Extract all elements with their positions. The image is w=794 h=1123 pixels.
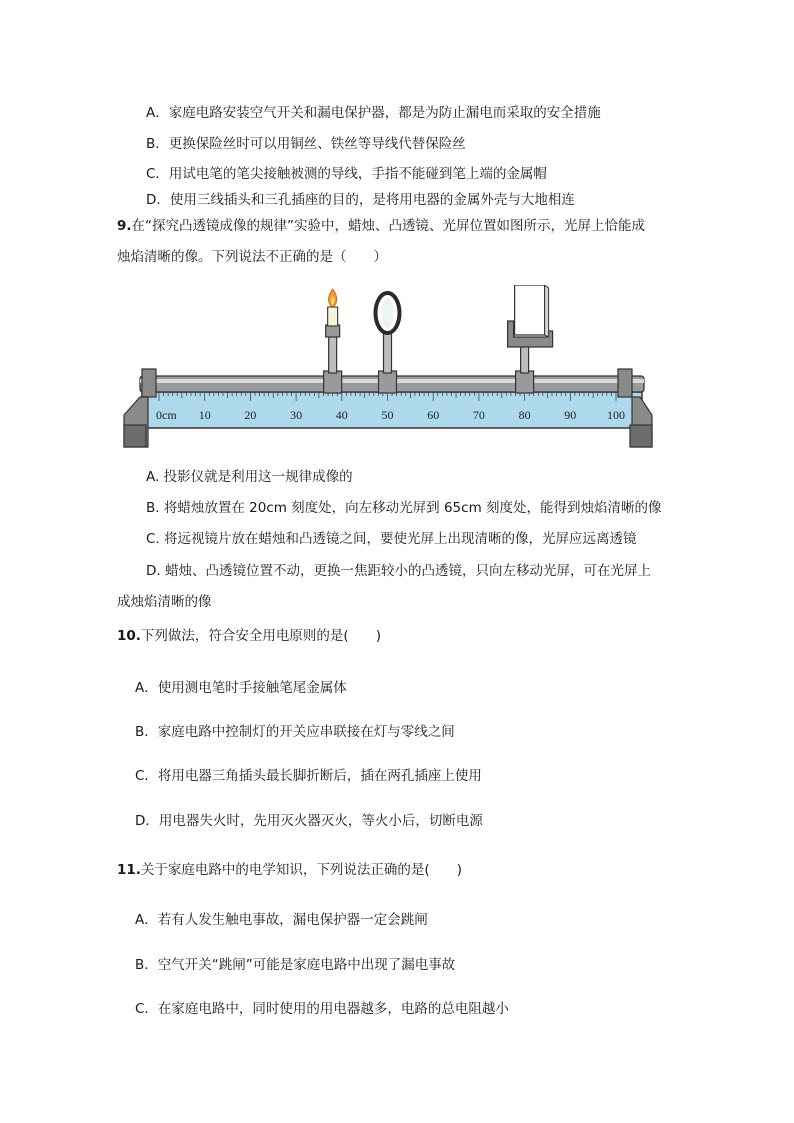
- q9-number: 9.: [117, 218, 132, 234]
- q9-option-c: C. 将远视镜片放在蜡烛和凸透镜之间，要使光屏上出现清晰的像，光屏应远离透镜: [146, 531, 637, 547]
- candle-slider: [324, 371, 342, 393]
- lens-post: [384, 333, 392, 373]
- q11-option-a: A．若有人发生触电事故，漏电保护器一定会跳闸: [135, 912, 428, 928]
- ruler-label-0: 0cm: [156, 408, 177, 422]
- q11-option-c: C．在家庭电路中，同时使用的用电器越多，电路的总电阻越小: [135, 1001, 509, 1017]
- q10-option-a: A．使用测电笔时手接触笔尾金属体: [135, 680, 347, 696]
- q10-option-d: D．用电器失火时，先用灭火器灭火，等火小后，切断电源: [135, 813, 483, 829]
- q11-option-b: B．空气开关“跳闸”可能是家庭电路中出现了漏电事故: [135, 957, 456, 973]
- q10-option-b: B．家庭电路中控制灯的开关应串联接在灯与零线之间: [135, 724, 455, 740]
- lens-assembly: [376, 293, 400, 393]
- ruler-label-60: 60: [427, 408, 440, 422]
- q8-option-b: B．更换保险丝时可以用铜丝、铁丝等导线代替保险丝: [146, 136, 466, 152]
- ruler-label-30: 30: [290, 408, 303, 422]
- q8-option-a: A．家庭电路安装空气开关和漏电保护器，都是为防止漏电而采取的安全措施: [146, 105, 601, 121]
- q10-option-c: C．将用电器三角插头最长脚折断后，插在两孔插座上使用: [135, 768, 482, 784]
- ruler-label-70: 70: [472, 408, 485, 422]
- screen-slider: [516, 371, 534, 393]
- q11-number: 11.: [117, 862, 141, 878]
- q9-option-d: D. 蜡烛、凸透镜位置不动，更换一焦距较小的凸透镜，只向左移动光屏，可在光屏上: [146, 563, 651, 579]
- q11-stem: [117, 860, 462, 880]
- q10-stem: [117, 626, 381, 646]
- candle-assembly: [324, 289, 342, 393]
- ruler-label-80: 80: [518, 408, 531, 422]
- optical-bench-figure: [118, 285, 658, 450]
- ruler-label-10: 10: [198, 408, 211, 422]
- ruler-label-100: 100: [607, 408, 625, 422]
- q9-stem-text: 在“探究凸透镜成像的规律”实验中，蜡烛、凸透镜、光屏位置如图所示，光屏上恰能成: [131, 218, 646, 234]
- ruler-label-40: 40: [335, 408, 348, 422]
- candle-body: [328, 307, 338, 326]
- ruler-label-20: 20: [244, 408, 257, 422]
- lens-slider: [379, 371, 397, 393]
- q10-stem-text: 下列做法，符合安全用电原则的是( ): [140, 628, 381, 644]
- q9-option-d-continued: 成烛焰清晰的像: [117, 594, 212, 610]
- q9-option-b: B. 将蜡烛放置在 20cm 刻度处，向左移动光屏到 65cm 刻度处，能得到烛焰清晰的像: [146, 500, 662, 516]
- ruler-label-90: 90: [564, 408, 577, 422]
- light-screen: [515, 285, 545, 335]
- ruler-label-50: 50: [381, 408, 394, 422]
- q9-stem-line2: 烛焰清晰的像。下列说法不正确的是（ ）: [117, 249, 387, 265]
- q9-option-a: A. 投影仪就是利用这一规律成像的: [146, 469, 353, 485]
- candle-post: [329, 335, 337, 373]
- q8-option-c: C．用试电笔的笔尖接触被测的导线，手指不能碰到笔上端的金属帽: [146, 166, 547, 182]
- q11-stem-text: 关于家庭电路中的电学知识，下列说法正确的是( ): [140, 862, 462, 878]
- q10-number: 10.: [117, 628, 141, 644]
- q9-stem-line1: [117, 216, 645, 236]
- q8-option-d: D．使用三线插头和三孔插座的目的，是将用电器的金属外壳与大地相连: [146, 192, 575, 208]
